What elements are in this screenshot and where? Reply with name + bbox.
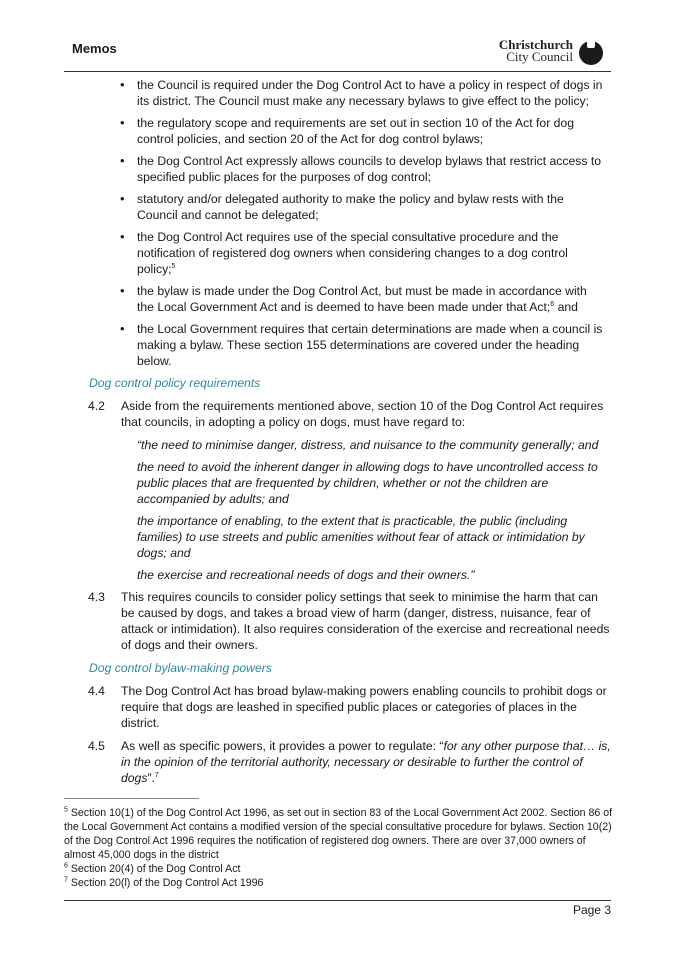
council-emblem-icon [579,41,603,65]
inline-quote: for any other purpose that… is, in the opinion of the territorial authority, necessary or desirable to further the control of dogs [121,739,611,785]
document-header-title: Memos [72,41,117,56]
statute-quote: the importance of enabling, to the extent that is practicable, the public (including families) to use streets and public amenities without fear of attack or intimidation by dogs; and [137,514,585,560]
footnote-divider [64,798,199,799]
memo-body [0,77,675,793]
list-item: • the Dog Control Act expressly allows councils to develop bylaws that restrict access to specified public places for the purposes of dog control; [137,153,607,185]
paragraph-number: 4.2 [88,399,105,413]
footnote-ref[interactable]: 7 [154,771,159,779]
header-divider [64,71,611,72]
footnote: $^7$ Section 20(l) of the Dog Control Act 1996 [64,876,264,889]
list-item: • the regulatory scope and requirements are set out in section 10 of the Act for dog control policies, and section 20 of the Act for dog control bylaws; [137,115,607,147]
logo-wordmark [499,39,573,63]
statute-quote: the exercise and recreational needs of dogs and their owners.” [137,568,475,582]
list-item: • the Dog Control Act requires use of the special consultative procedure and the notification of registered dog owners when considering changes to a dog control policy;$^5$ [137,229,607,277]
paragraph-number: 4.5 [88,739,105,753]
statute-quote: the need to avoid the inherent danger in allowing dogs to have uncontrolled access to public places that are frequented by children, whether or not the children are accompanied by adults; and [137,460,598,506]
footnote-ref[interactable]: 5 [171,262,176,270]
logo-line-1: Christchurch [498,37,573,52]
requirements-list [0,77,675,369]
paragraph-4-3: 4.3 This requires councils to consider policy settings that seek to minimise the harm that can be caused by dogs, and takes a broad view of harm (danger, distress, nuisance, fear of attack or intimidation). It also requires consideration of the exercise and recreational needs of dogs and their owners. [88,590,610,652]
footer-divider [64,900,611,901]
paragraph-4-4: 4.4 The Dog Control Act has broad bylaw-making powers enabling councils to prohibit dogs or require that dogs are leashed in specified public places or categories of places in the district. [88,684,607,730]
paragraph-4-2: 4.2 Aside from the requirements mentioned above, section 10 of the Dog Control Act requires that councils, in adopting a policy on dogs, must have regard to: [88,399,604,429]
list-item: • the bylaw is made under the Dog Control Act, but must be made in accordance with the Local Government Act and is deemed to have been made under that Act;$^6$ and [137,283,607,315]
footnote: $^5$ Section 10(1) of the Dog Control Act 1996, as set out in section 83 of the Local Government Act 2002. Section 86 of the Local Government Act contains a modified version of the special consultative procedure for bylaws. Section 10(2) of the Dog Control Act 1996 requires the notification of registered dog owners. There are over 37,000 owners of almost 45,000 dogs in the district [64,806,613,861]
section-heading: Dog control policy requirements [89,376,261,390]
logo-line-2: City Council [506,49,573,64]
page-number: Page 3 [572,903,611,917]
list-item: • the Council is required under the Dog Control Act to have a policy in respect of dogs in its district. The Council must make any necessary bylaws to give effect to the policy; [137,77,607,109]
paragraph-number: 4.3 [88,590,105,604]
footnote-ref[interactable]: 6 [550,300,555,308]
paragraph-4-5: 4.5 As well as specific powers, it provides a power to regulate: “for any other purpose that… is, in the opinion of the territorial authority, necessary or desirable to further the control of dogs”.$^7$ [88,739,611,785]
section-heading: Dog control bylaw-making powers [89,661,272,675]
paragraph-number: 4.4 [88,684,105,698]
footnotes [64,806,616,890]
footnote: $^6$ Section 20(4) of the Dog Control Act [64,862,241,875]
list-item: • statutory and/or delegated authority to make the policy and bylaw rests with the Council and cannot be delegated; [137,191,607,223]
list-item: • the Local Government requires that certain determinations are made when a council is making a bylaw. These section 155 determinations are covered under the heading below. [137,321,607,369]
statute-quote: “the need to minimise danger, distress, and nuisance to the community generally; and [137,438,599,452]
council-logo [497,39,603,69]
